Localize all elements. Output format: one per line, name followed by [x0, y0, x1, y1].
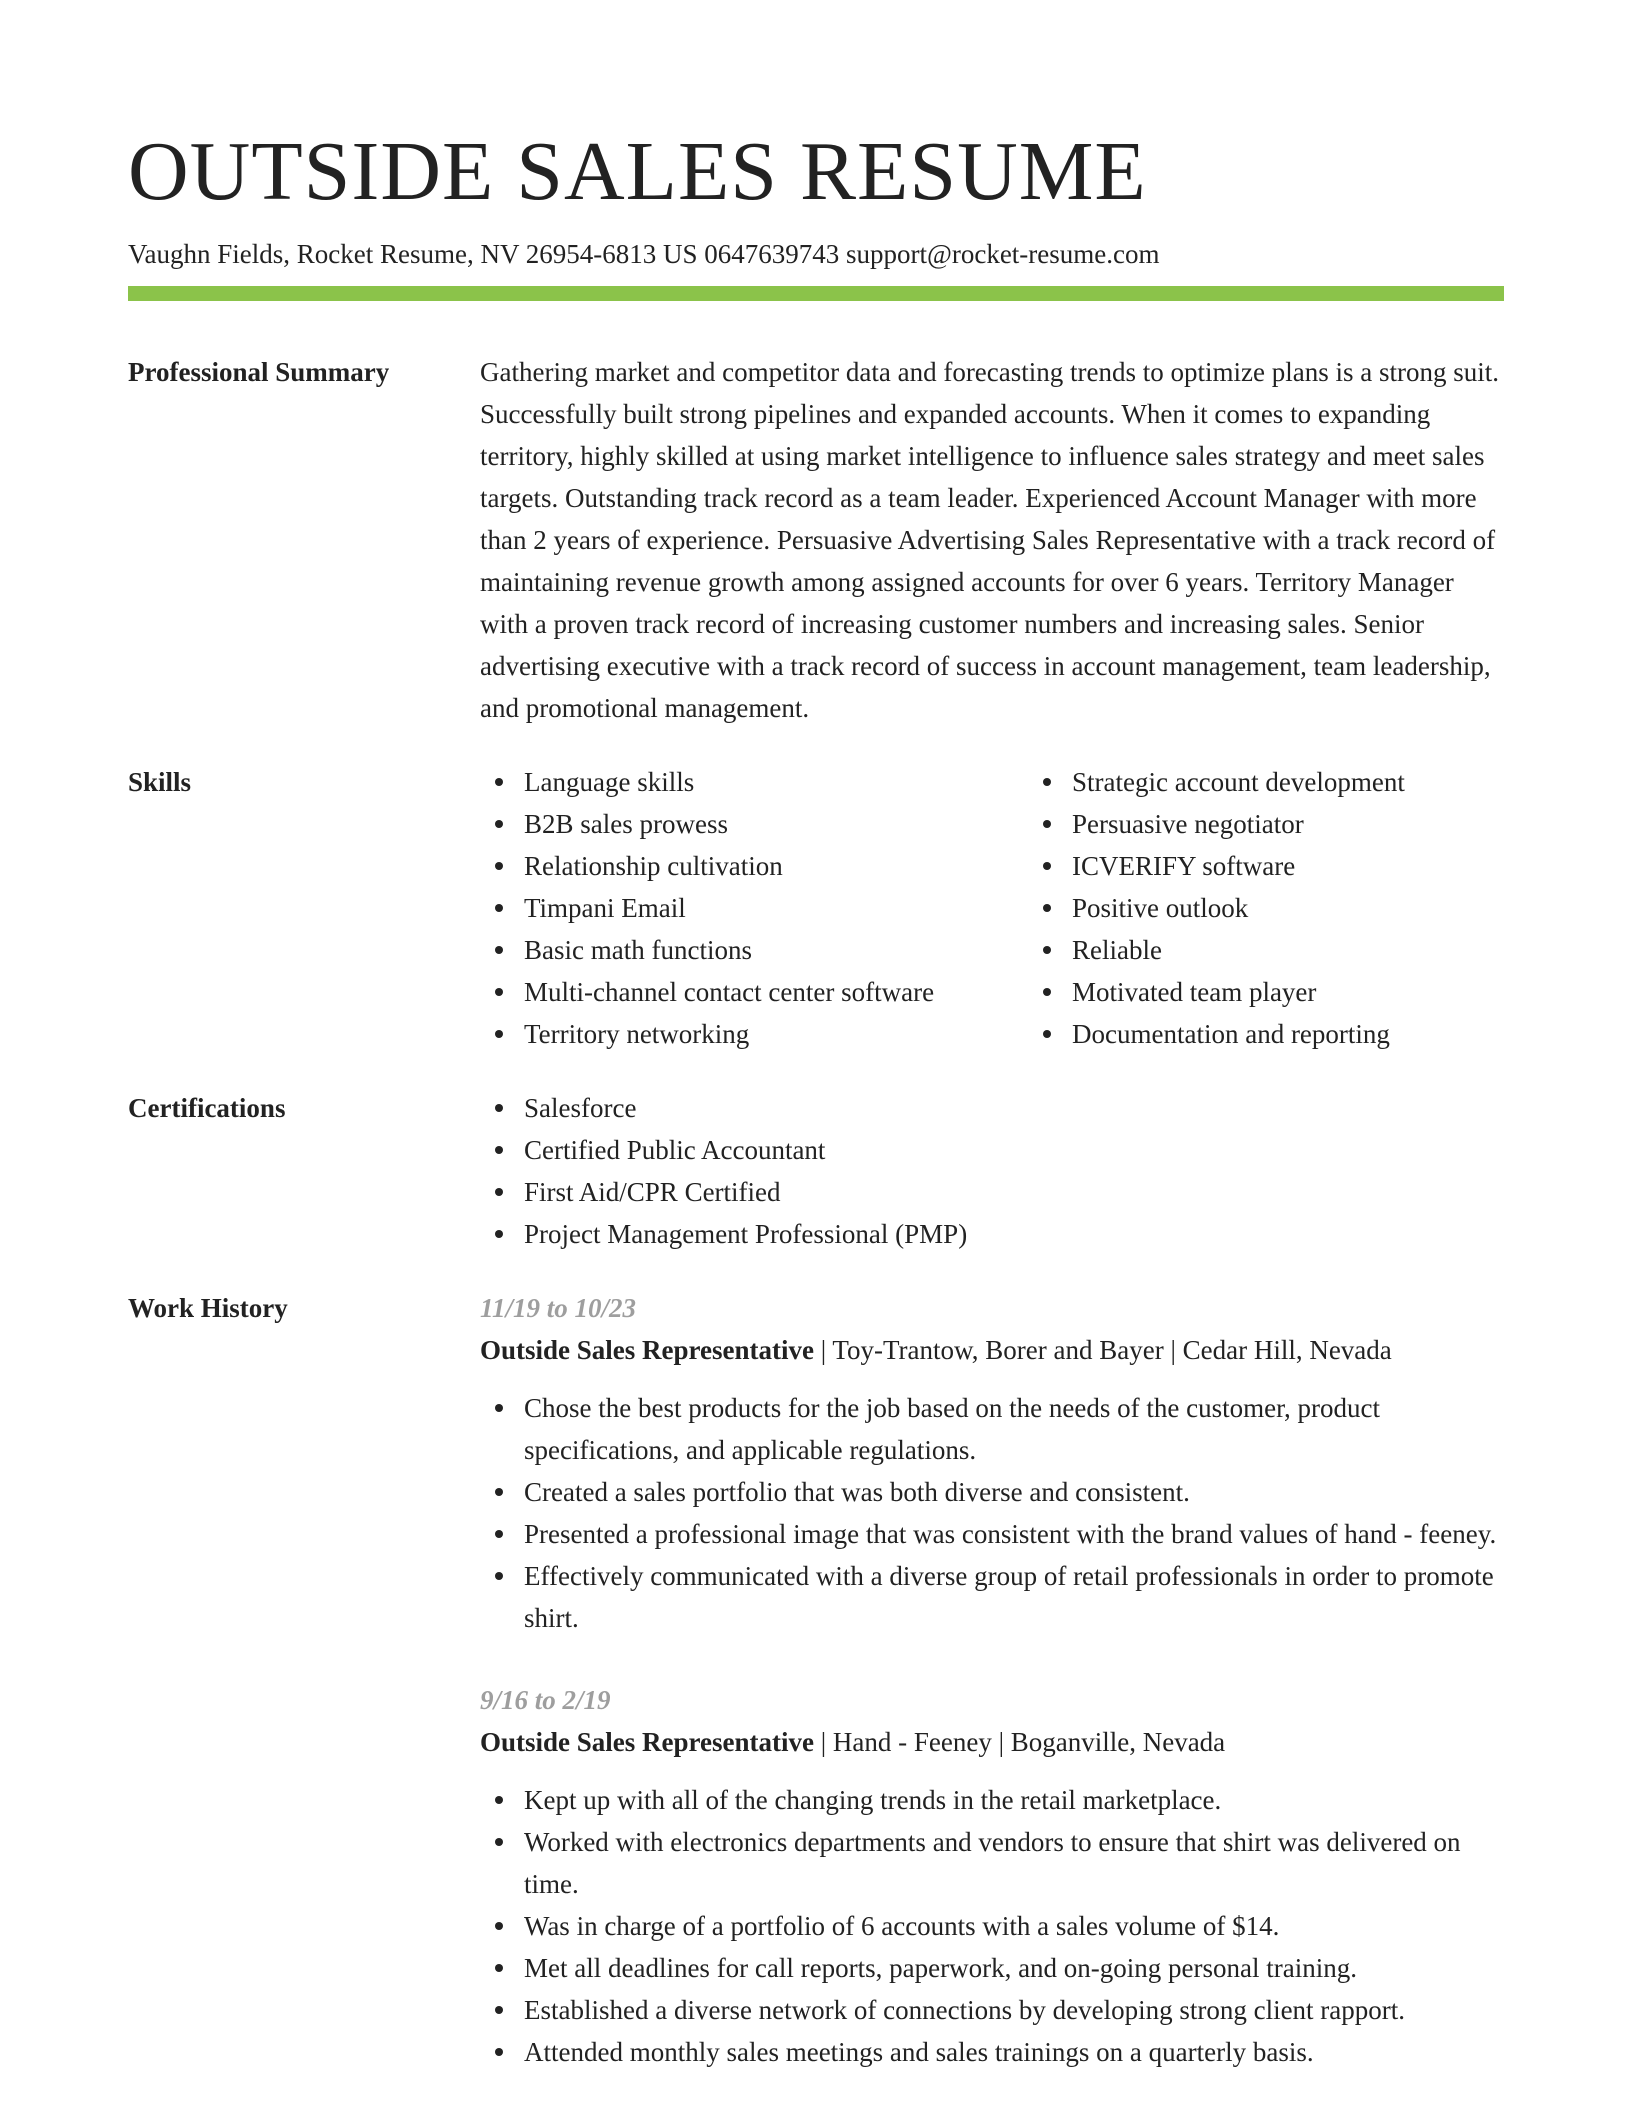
job-bullet: Met all deadlines for call reports, paperwork, and on-going personal training. [524, 1947, 1504, 1989]
skill-item: Motivated team player [1072, 971, 1504, 1013]
contact-line: Vaughn Fields, Rocket Resume, NV 26954-6813 US 0647639743 support@rocket-resume.com [128, 239, 1160, 269]
job-entry [480, 1287, 1504, 1639]
certification-item: Salesforce [524, 1087, 1504, 1129]
job-employer-location: | Toy-Trantow, Borer and Bayer | Cedar Hill, Nevada [813, 1335, 1392, 1365]
job-bullets [480, 1387, 1504, 1639]
job-bullet: Chose the best products for the job based on the needs of the customer, product specifications, and applicable regulations. [524, 1387, 1504, 1471]
skill-item: Territory networking [524, 1013, 1028, 1055]
skill-item: B2B sales prowess [524, 803, 1028, 845]
job-employer-location: | Hand - Feeney | Boganville, Nevada [813, 1727, 1226, 1757]
skills-columns [480, 761, 1504, 1055]
job-dates: 11/19 to 10/23 [480, 1293, 637, 1323]
job-bullet: Presented a professional image that was consistent with the brand values of hand - feeney. [524, 1513, 1504, 1555]
job-bullet: Effectively communicated with a diverse group of retail professionals in order to promote shirt. [524, 1555, 1504, 1639]
skill-item: Basic math functions [524, 929, 1028, 971]
skills-list-right [1028, 761, 1504, 1055]
job-bullet: Kept up with all of the changing trends in the retail marketplace. [524, 1779, 1504, 1821]
skill-item: Persuasive negotiator [1072, 803, 1504, 845]
skill-item: Positive outlook [1072, 887, 1504, 929]
skills-list-left [480, 761, 1028, 1055]
certification-item: Certified Public Accountant [524, 1129, 1504, 1171]
skill-item: Timpani Email [524, 887, 1028, 929]
skill-item: Relationship cultivation [524, 845, 1028, 887]
certification-item: First Aid/CPR Certified [524, 1171, 1504, 1213]
work-history-body [480, 1287, 1504, 2073]
job-bullet: Established a diverse network of connections by developing strong client rapport. [524, 1989, 1504, 2031]
resume-title: OUTSIDE SALES RESUME [128, 125, 1147, 218]
job-dates: 9/16 to 2/19 [480, 1685, 611, 1715]
work-history-heading: Work History [128, 1293, 288, 1323]
job-bullet: Worked with electronics departments and vendors to ensure that shirt was delivered on time. [524, 1821, 1504, 1905]
job-title-line [480, 1721, 1504, 1763]
accent-divider [128, 286, 1504, 301]
skills-section [128, 761, 1504, 1055]
job-entry [480, 1679, 1504, 2073]
skill-item: Reliable [1072, 929, 1504, 971]
job-title: Outside Sales Representative [480, 1335, 814, 1365]
skill-item: ICVERIFY software [1072, 845, 1504, 887]
skill-item: Strategic account development [1072, 761, 1504, 803]
job-bullet: Created a sales portfolio that was both diverse and consistent. [524, 1471, 1504, 1513]
certification-item: Project Management Professional (PMP) [524, 1213, 1504, 1255]
summary-heading: Professional Summary [128, 357, 390, 387]
job-bullet: Was in charge of a portfolio of 6 accounts with a sales volume of $14. [524, 1905, 1504, 1947]
skill-item: Multi-channel contact center software [524, 971, 1028, 1013]
certifications-body [480, 1087, 1504, 1255]
summary-section [128, 351, 1504, 729]
certifications-section [128, 1087, 1504, 1255]
summary-text: Gathering market and competitor data and forecasting trends to optimize plans is a strong suit. Successfully built strong pipelines and expanded accounts. When it comes to expanding territory, highly skilled at using market intelligence to influence sales strategy and meet sales targets. Outstanding track record as a team leader. Experienced Account Manager with more than 2 years of experience. Persuasive Advertising Sales Representative with a track record of maintaining revenue growth among assigned accounts for over 6 years. Territory Manager with a proven track record of increasing customer numbers and increasing sales. Senior advertising executive with a track record of success in account management, team leadership, and promotional management. [480, 357, 1499, 723]
skill-item: Language skills [524, 761, 1028, 803]
certifications-list [480, 1087, 1504, 1255]
resume-page [128, 118, 1504, 2073]
job-title: Outside Sales Representative [480, 1727, 814, 1757]
work-history-section [128, 1287, 1504, 2073]
job-bullet: Attended monthly sales meetings and sales trainings on a quarterly basis. [524, 2031, 1504, 2073]
skills-heading: Skills [128, 767, 192, 797]
skill-item: Documentation and reporting [1072, 1013, 1504, 1055]
job-title-line [480, 1329, 1504, 1371]
certifications-heading: Certifications [128, 1093, 286, 1123]
job-bullets [480, 1779, 1504, 2073]
